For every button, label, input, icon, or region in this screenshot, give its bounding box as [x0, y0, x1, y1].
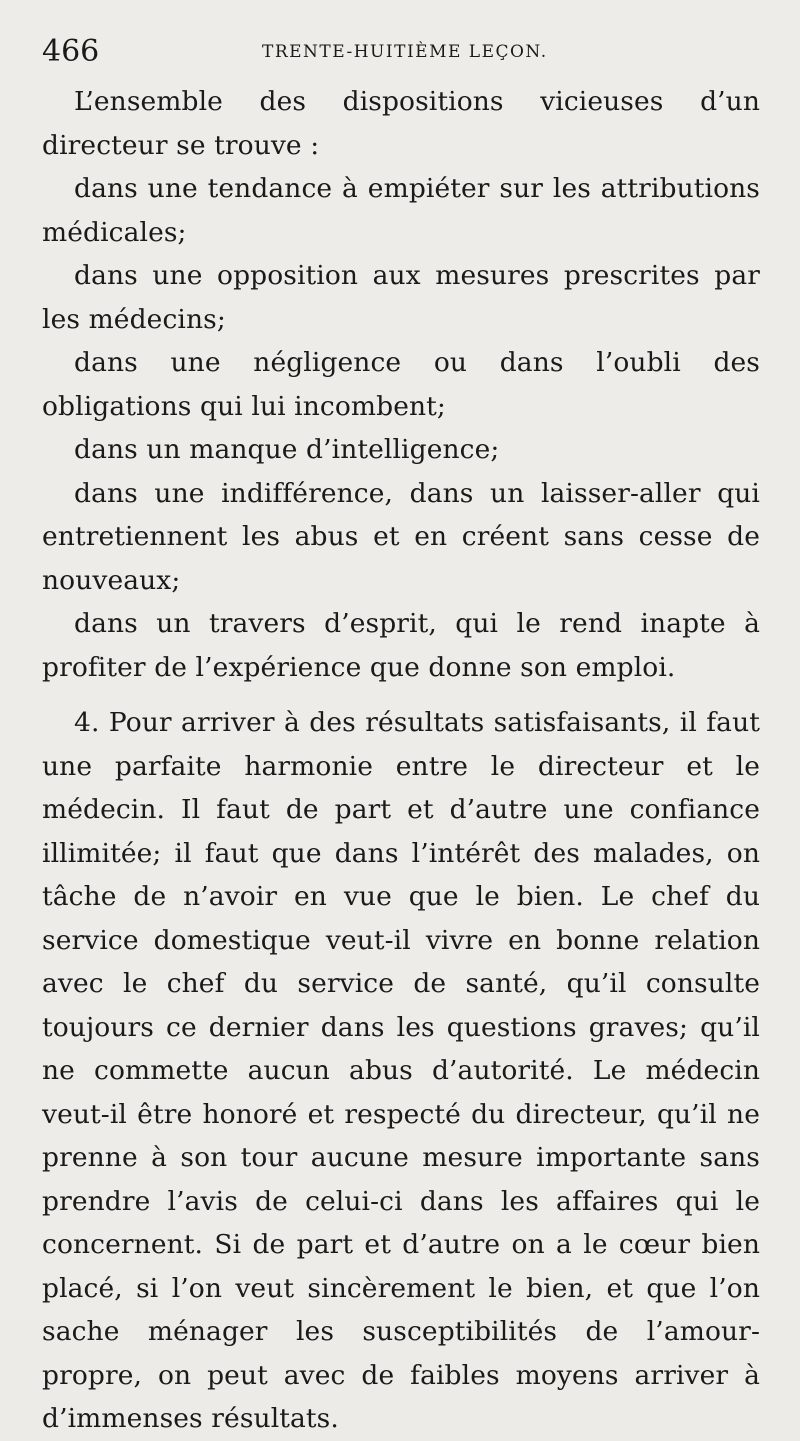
list-item: dans une tendance à empiéter sur les attributions médicales;	[42, 173, 760, 248]
page-number: 466	[42, 34, 100, 69]
running-title: TRENTE-HUITIÈME LEÇON.	[262, 42, 548, 62]
list-item: dans une négligence ou dans l’oubli des obligations qui lui incombent;	[42, 347, 760, 422]
intro-paragraph: L’ensemble des dispositions vicieuses d’un directeur se trouve :	[42, 86, 760, 161]
main-text	[42, 80, 760, 1441]
list-item: dans une opposition aux mesures prescrites par les médecins;	[42, 260, 760, 335]
section-4-paragraph: 4. Pour arriver à des résultats satisfaisants, il faut une parfaite harmonie entre le directeur et le médecin. Il faut de part et d’autre une confiance illimitée; il faut que dans l’intérêt des malades, on tâche de n’avoir en vue que le bien. Le chef du service domestique veut-il vivre en bonne relation avec le chef du service de santé, qu’il consulte toujours ce dernier dans les questions graves; qu’il ne commette aucun abus d’autorité. Le médecin veut-il être honoré et respecté du directeur, qu’il ne prenne à son tour aucune mesure importante sans prendre l’avis de celui-ci dans les affaires qui le concernent. Si de part et d’autre on a le cœur bien placé, si l’on veut sincèrement le bien, et que l’on sache ménager les susceptibilités de l’amour-propre, on peut avec de faibles moyens arriver à d’immenses résultats.	[42, 707, 760, 1434]
page-header	[42, 34, 758, 74]
list-item: dans un manque d’intelligence;	[74, 434, 500, 465]
list-item: dans un travers d’esprit, qui le rend inapte à profiter de l’expérience que donne son emploi.	[42, 608, 760, 683]
list-item: dans une indifférence, dans un laisser-aller qui entretiennent les abus et en créent sans cesse de nouveaux;	[42, 477, 760, 596]
